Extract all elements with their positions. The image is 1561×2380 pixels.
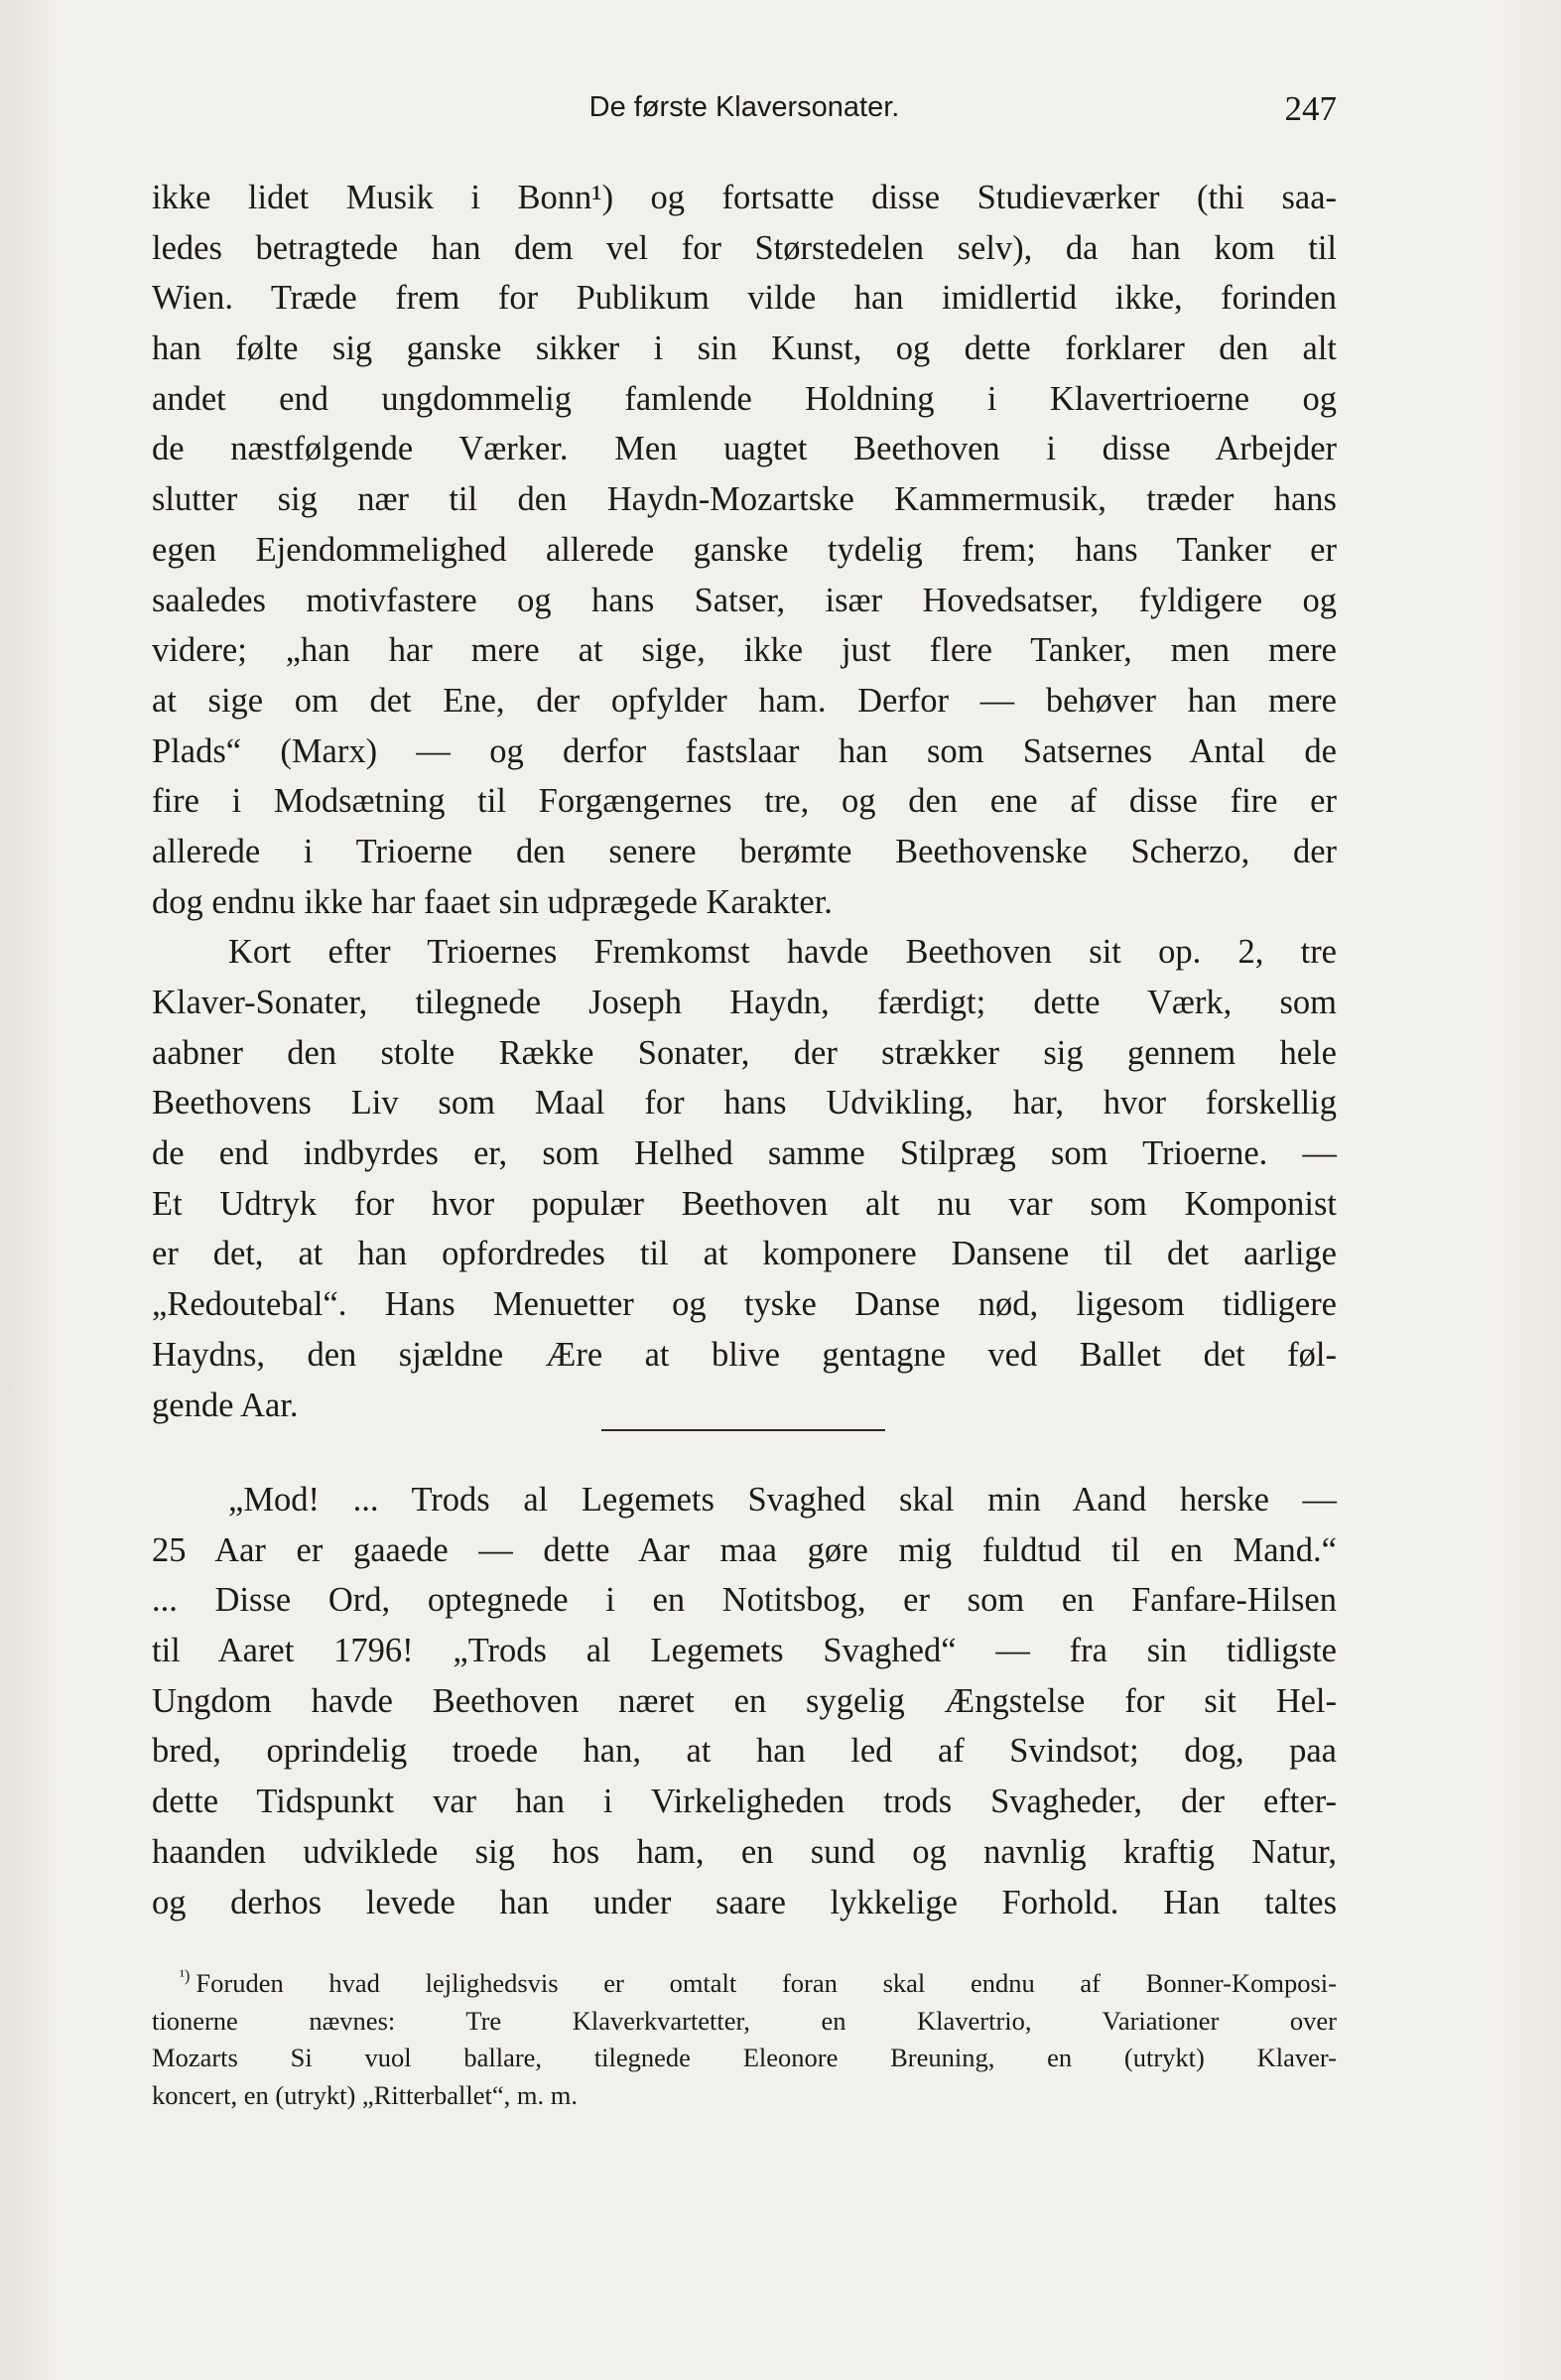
footnote-text: Foruden hvad lejlighedsvis er omtalt foran skal endnu af Bonner-Komposi- xyxy=(195,1968,1337,1998)
text-line: videre; „han har mere at sige, ikke just flere Tanker, men mere xyxy=(152,631,1337,670)
text-line: „Mod! ... Trods al Legemets Svaghed skal min Aand herske — xyxy=(228,1481,1337,1519)
text-line: dog endnu ikke har faaet sin udprægede Karakter. xyxy=(152,882,833,921)
text-line: han følte sig ganske sikker i sin Kunst, og dette forklarer den alt xyxy=(152,330,1337,368)
text-line: Haydns, den sjældne Ære at blive gentagne ved Ballet det føl- xyxy=(152,1335,1337,1374)
text-line: de næstfølgende Værker. Men uagtet Beethoven i disse Arbejder xyxy=(152,430,1337,468)
text-line: til Aaret 1796! „Trods al Legemets Svaghed“ — fra sin tidligste xyxy=(152,1632,1337,1670)
text-line: bred, oprindelig troede han, at han led af Svindsot; dog, paa xyxy=(152,1732,1337,1771)
text-line: de end indbyrdes er, som Helhed samme Stilpræg som Trioerne. — xyxy=(152,1134,1337,1173)
text-line: Beethovens Liv som Maal for hans Udvikling, har, hvor forskellig xyxy=(152,1084,1337,1123)
text-line: allerede i Trioerne den senere berømte Beethovenske Scherzo, der xyxy=(152,832,1337,870)
text-line: Ungdom havde Beethoven næret en sygelig Ængstelse for sit Hel- xyxy=(152,1681,1337,1720)
text-line: Klaver-Sonater, tilegnede Joseph Haydn, færdigt; dette Værk, som xyxy=(152,984,1337,1021)
text-line: og derhos levede han under saare lykkelige Forhold. Han taltes xyxy=(152,1883,1337,1921)
footnote xyxy=(152,1965,1337,2114)
footnote-line: tionerne nævnes: Tre Klaverkvartetter, en Klavertrio, Variationer over xyxy=(152,2005,1337,2036)
section-divider xyxy=(601,1429,885,1431)
text-line: „Redoutebal“. Hans Menuetter og tyske Danse nød, ligesom tidligere xyxy=(152,1285,1337,1324)
footnote-line xyxy=(152,1965,1337,2003)
footnote-marker: ¹) xyxy=(180,1965,191,1985)
footnote-line: Mozarts Si vuol ballare, tilegnede Eleonore Breuning, en (utrykt) Klaver- xyxy=(152,2043,1337,2072)
text-line: egen Ejendommelighed allerede ganske tydelig frem; hans Tanker er xyxy=(152,530,1337,569)
text-line: Wien. Træde frem for Publikum vilde han imidlertid ikke, forinden xyxy=(152,279,1337,318)
page-header xyxy=(152,89,1337,129)
text-line: ... Disse Ord, optegnede i en Notitsbog, er som en Fanfare-Hilsen xyxy=(152,1581,1337,1620)
main-text-continued xyxy=(152,1475,1337,1927)
text-line: saaledes motivfastere og hans Satser, især Hovedsatser, fyldigere og xyxy=(152,581,1337,619)
footnote-line: koncert, en (utrykt) „Ritterballet“, m. m. xyxy=(152,2079,579,2110)
text-line: Plads“ (Marx) — og derfor fastslaar han som Satsernes Antal de xyxy=(152,731,1337,770)
text-line: slutter sig nær til den Haydn-Mozartske Kammermusik, træder hans xyxy=(152,480,1337,519)
text-line: gende Aar. xyxy=(152,1386,299,1424)
text-line: haanden udviklede sig hos ham, en sund og navnlig kraftig Natur, xyxy=(152,1832,1337,1871)
text-line: 25 Aar er gaaede — dette Aar maa gøre mig fuldtud til en Mand.“ xyxy=(152,1530,1337,1569)
text-line: at sige om det Ene, der opfylder ham. Derfor — behøver han mere xyxy=(152,681,1337,720)
running-title: De første Klaversonater. xyxy=(588,91,900,123)
text-line: Et Udtryk for hvor populær Beethoven alt nu var som Komponist xyxy=(152,1184,1337,1223)
text-line: fire i Modsætning til Forgængernes tre, og den ene af disse fire er xyxy=(152,782,1337,821)
text-line: Kort efter Trioernes Fremkomst havde Beethoven sit op. 2, tre xyxy=(228,933,1337,972)
page-number: 247 xyxy=(1284,89,1337,128)
text-line: andet end ungdommelig famlende Holdning i Klavertrioerne og xyxy=(152,379,1337,418)
text-line: ikke lidet Musik i Bonn¹) og fortsatte disse Studieværker (thi saa- xyxy=(152,179,1337,216)
main-text xyxy=(152,173,1337,1430)
text-line: ledes betragtede han dem vel for Størstedelen selv), da han kom til xyxy=(152,228,1337,267)
text-line: dette Tidspunkt var han i Virkeligheden trods Svagheder, der efter- xyxy=(152,1783,1337,1821)
text-line: er det, at han opfordredes til at komponere Dansene til det aarlige xyxy=(152,1235,1337,1273)
text-line: aabner den stolte Række Sonater, der strækker sig gennem hele xyxy=(152,1033,1337,1072)
